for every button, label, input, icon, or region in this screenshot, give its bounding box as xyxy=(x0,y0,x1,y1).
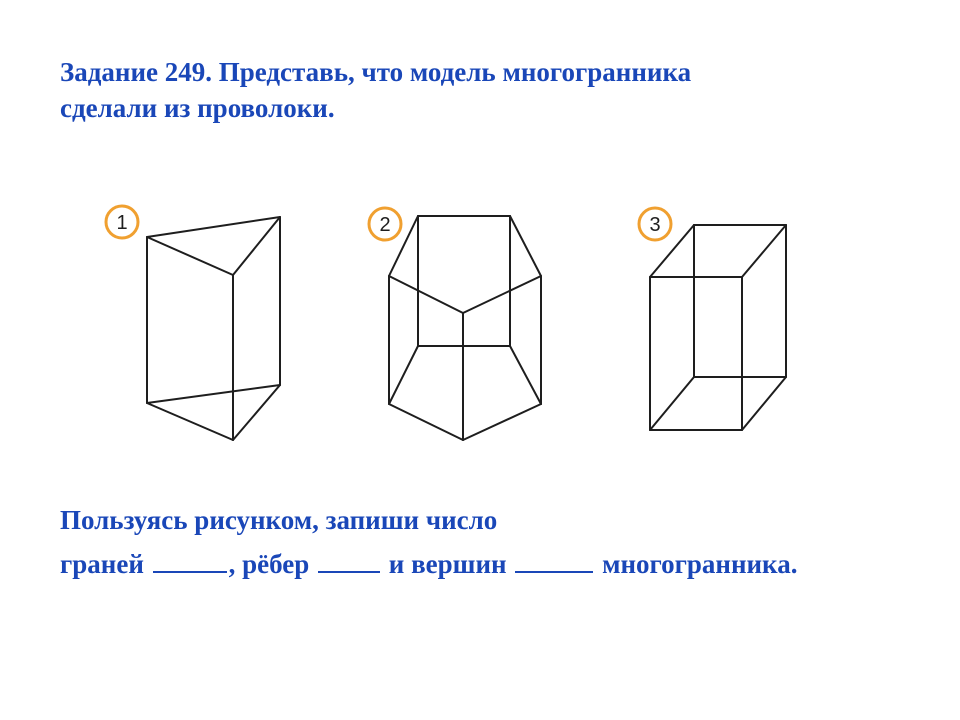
figure-badge-2-label: 2 xyxy=(379,214,391,236)
question-line-1: Пользуясь рисунком, запиши число xyxy=(60,505,498,535)
rectangular-prism-icon xyxy=(650,225,786,430)
task-title-line-2: сделали из проволоки. xyxy=(60,93,335,123)
edges-label: , рёбер xyxy=(228,549,310,579)
figure-badge-2 xyxy=(369,208,401,240)
edges-answer-blank[interactable] xyxy=(318,545,380,573)
triangular-prism-icon xyxy=(147,217,280,440)
task-title-line-1: Задание 249. Представь, что модель многогранника xyxy=(60,57,692,87)
question-line-2 xyxy=(60,542,797,586)
question xyxy=(60,498,797,586)
vertices-answer-blank[interactable] xyxy=(515,545,593,573)
vertices-label: и вершин xyxy=(388,549,507,579)
pentagonal-prism-icon xyxy=(389,216,541,440)
figure-badge-3 xyxy=(639,208,671,240)
figure-badge-3-label: 3 xyxy=(649,214,661,236)
figure-badge-1-label: 1 xyxy=(116,212,128,234)
figure-badge-1 xyxy=(106,206,138,238)
faces-label: граней xyxy=(60,549,144,579)
faces-answer-blank[interactable] xyxy=(153,545,227,573)
question-end: многогранника. xyxy=(602,549,798,579)
